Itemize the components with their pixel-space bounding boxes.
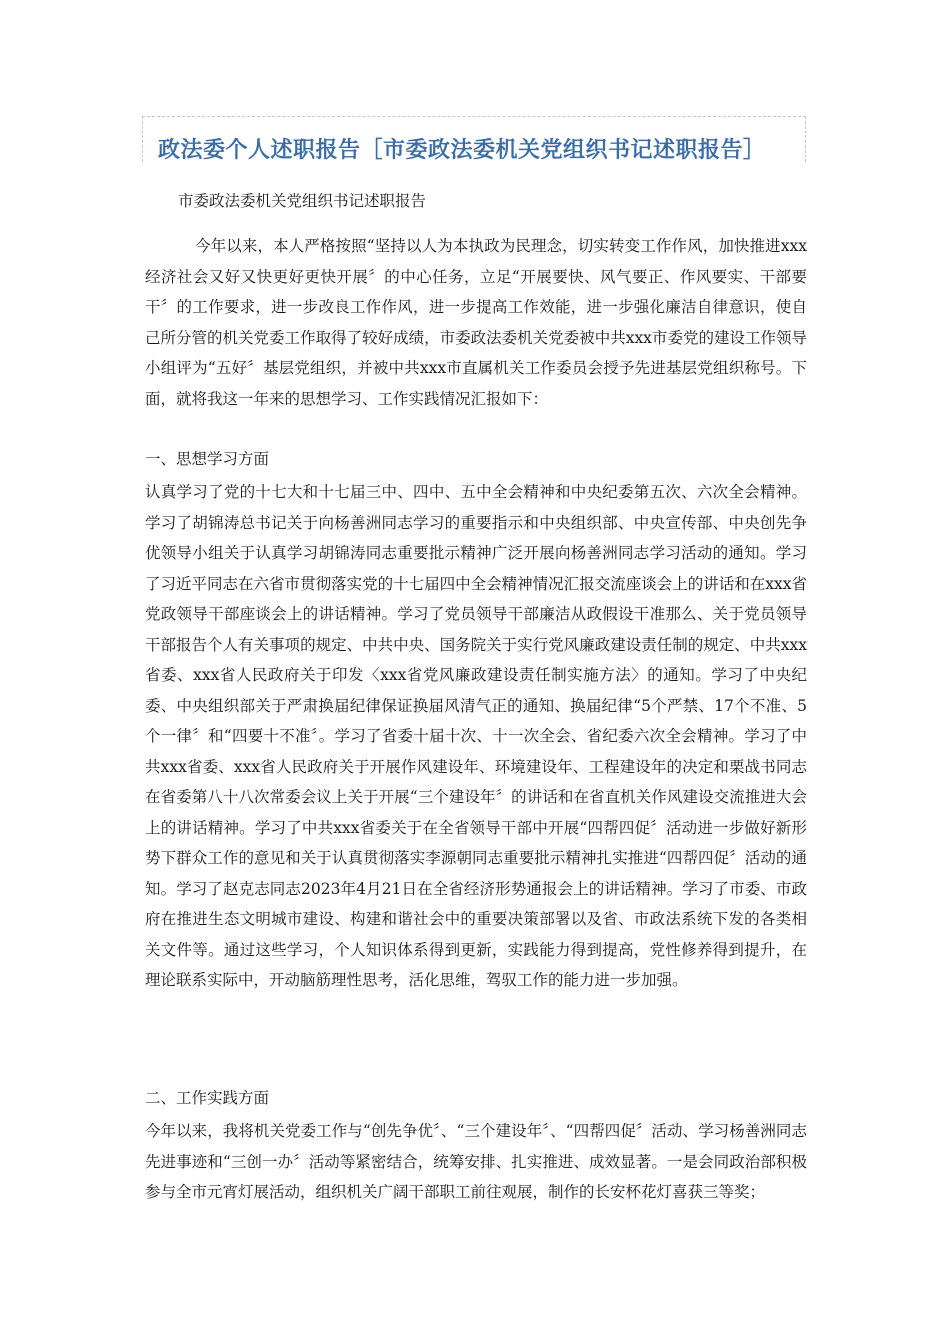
document-title: 政法委个人述职报告［市委政法委机关党组织书记述职报告］ xyxy=(158,138,766,163)
paragraph-study: 认真学习了党的十七大和十七届三中、四中、五中全会精神和中央纪委第五次、六次全会精神。学习了胡锦涛总书记关于向杨善洲同志学习的重要指示和中央组织部、中央宣传部、中央创先争优领导小组关于认真学习胡锦涛同志重要批示精神广泛开展向杨善洲同志学习活动的通知。学习了习近平同志在六省市贯彻落实党的十七届四中全会精神情况汇报交流座谈会上的讲话和在xxx省党政领导干部座谈会上的讲话精神。学习了党员领导干部廉洁从政假设干准那么、关于党员领导干部报告个人有关事项的规定、中共中央、国务院关于实行党风廉政建设责任制的规定、中共xxx省委、xxx省人民政府关于印发〈xxx省党风廉政建设责任制实施方法〉的通知。学习了中央纪委、中央组织部关于严肃换届纪律保证换届风清气正的通知、换届纪律“5个严禁、17个不准、5个一律〞和“四要十不准〞。学习了省委十届十次、十一次全会、省纪委六次全会精神。学习了中共xxx省委、xxx省人民政府关于开展作风建设年、环境建设年、工程建设年的决定和栗战书同志在省委第八十八次常委会议上关于开展“三个建设年〞的讲话和在省直机关作风建设交流推进大会上的讲话精神。学习了中共xxx省委关于在全省领导干部中开展“四帮四促〞活动进一步做好新形势下群众工作的意见和关于认真贯彻落实李源朝同志重要批示精神扎实推进“四帮四促〞活动的通知。学习了赵克志同志2023年4月21日在全省经济形势通报会上的讲话精神。学习了市委、市政府在推进生态文明城市建设、构建和谐社会中的重要决策部署以及省、市政法系统下发的各类相关文件等。通过这些学习，个人知识体系得到更新，实践能力得到提高，党性修养得到提升，在理论联系实际中，开动脑筋理性思考，活化思维，驾驭工作的能力进一步加强。 xyxy=(145,483,807,989)
section-heading-study: 一、思想学习方面 xyxy=(145,450,270,468)
document-subtitle: 市委政法委机关党组织书记述职报告 xyxy=(178,192,427,210)
section-heading-practice: 二、工作实践方面 xyxy=(145,1089,270,1107)
paragraph-practice: 今年以来，我将机关党委工作与“创先争优〞、“三个建设年〞、“四帮四促〞活动、学习杨善洲同志先进事迹和“三创一办〞活动等紧密结合，统筹安排、扎实推进、成效显著。一是会同政治部积极参与全市元宵灯展活动，组织机关广阔干部职工前往观展，制作的长安杯花灯喜获三等奖； xyxy=(145,1122,807,1201)
paragraph-intro: 今年以来，本人严格按照“坚持以人为本执政为民理念，切实转变工作作风，加快推进xxx经济社会又好又快更好更快开展〞的中心任务，立足“开展要快、风气要正、作风要实、干部要干〞的工作要求，进一步改良工作作风，进一步提高工作效能，进一步强化廉洁自律意识，使自己所分管的机关党委工作取得了较好成绩，市委政法委机关党委被中共xxx市委党的建设工作领导小组评为“五好〞基层党组织，并被中共xxx市直属机关工作委员会授予先进基层党组织称号。下面，就将我这一年来的思想学习、工作实践情况汇报如下： xyxy=(145,237,807,408)
